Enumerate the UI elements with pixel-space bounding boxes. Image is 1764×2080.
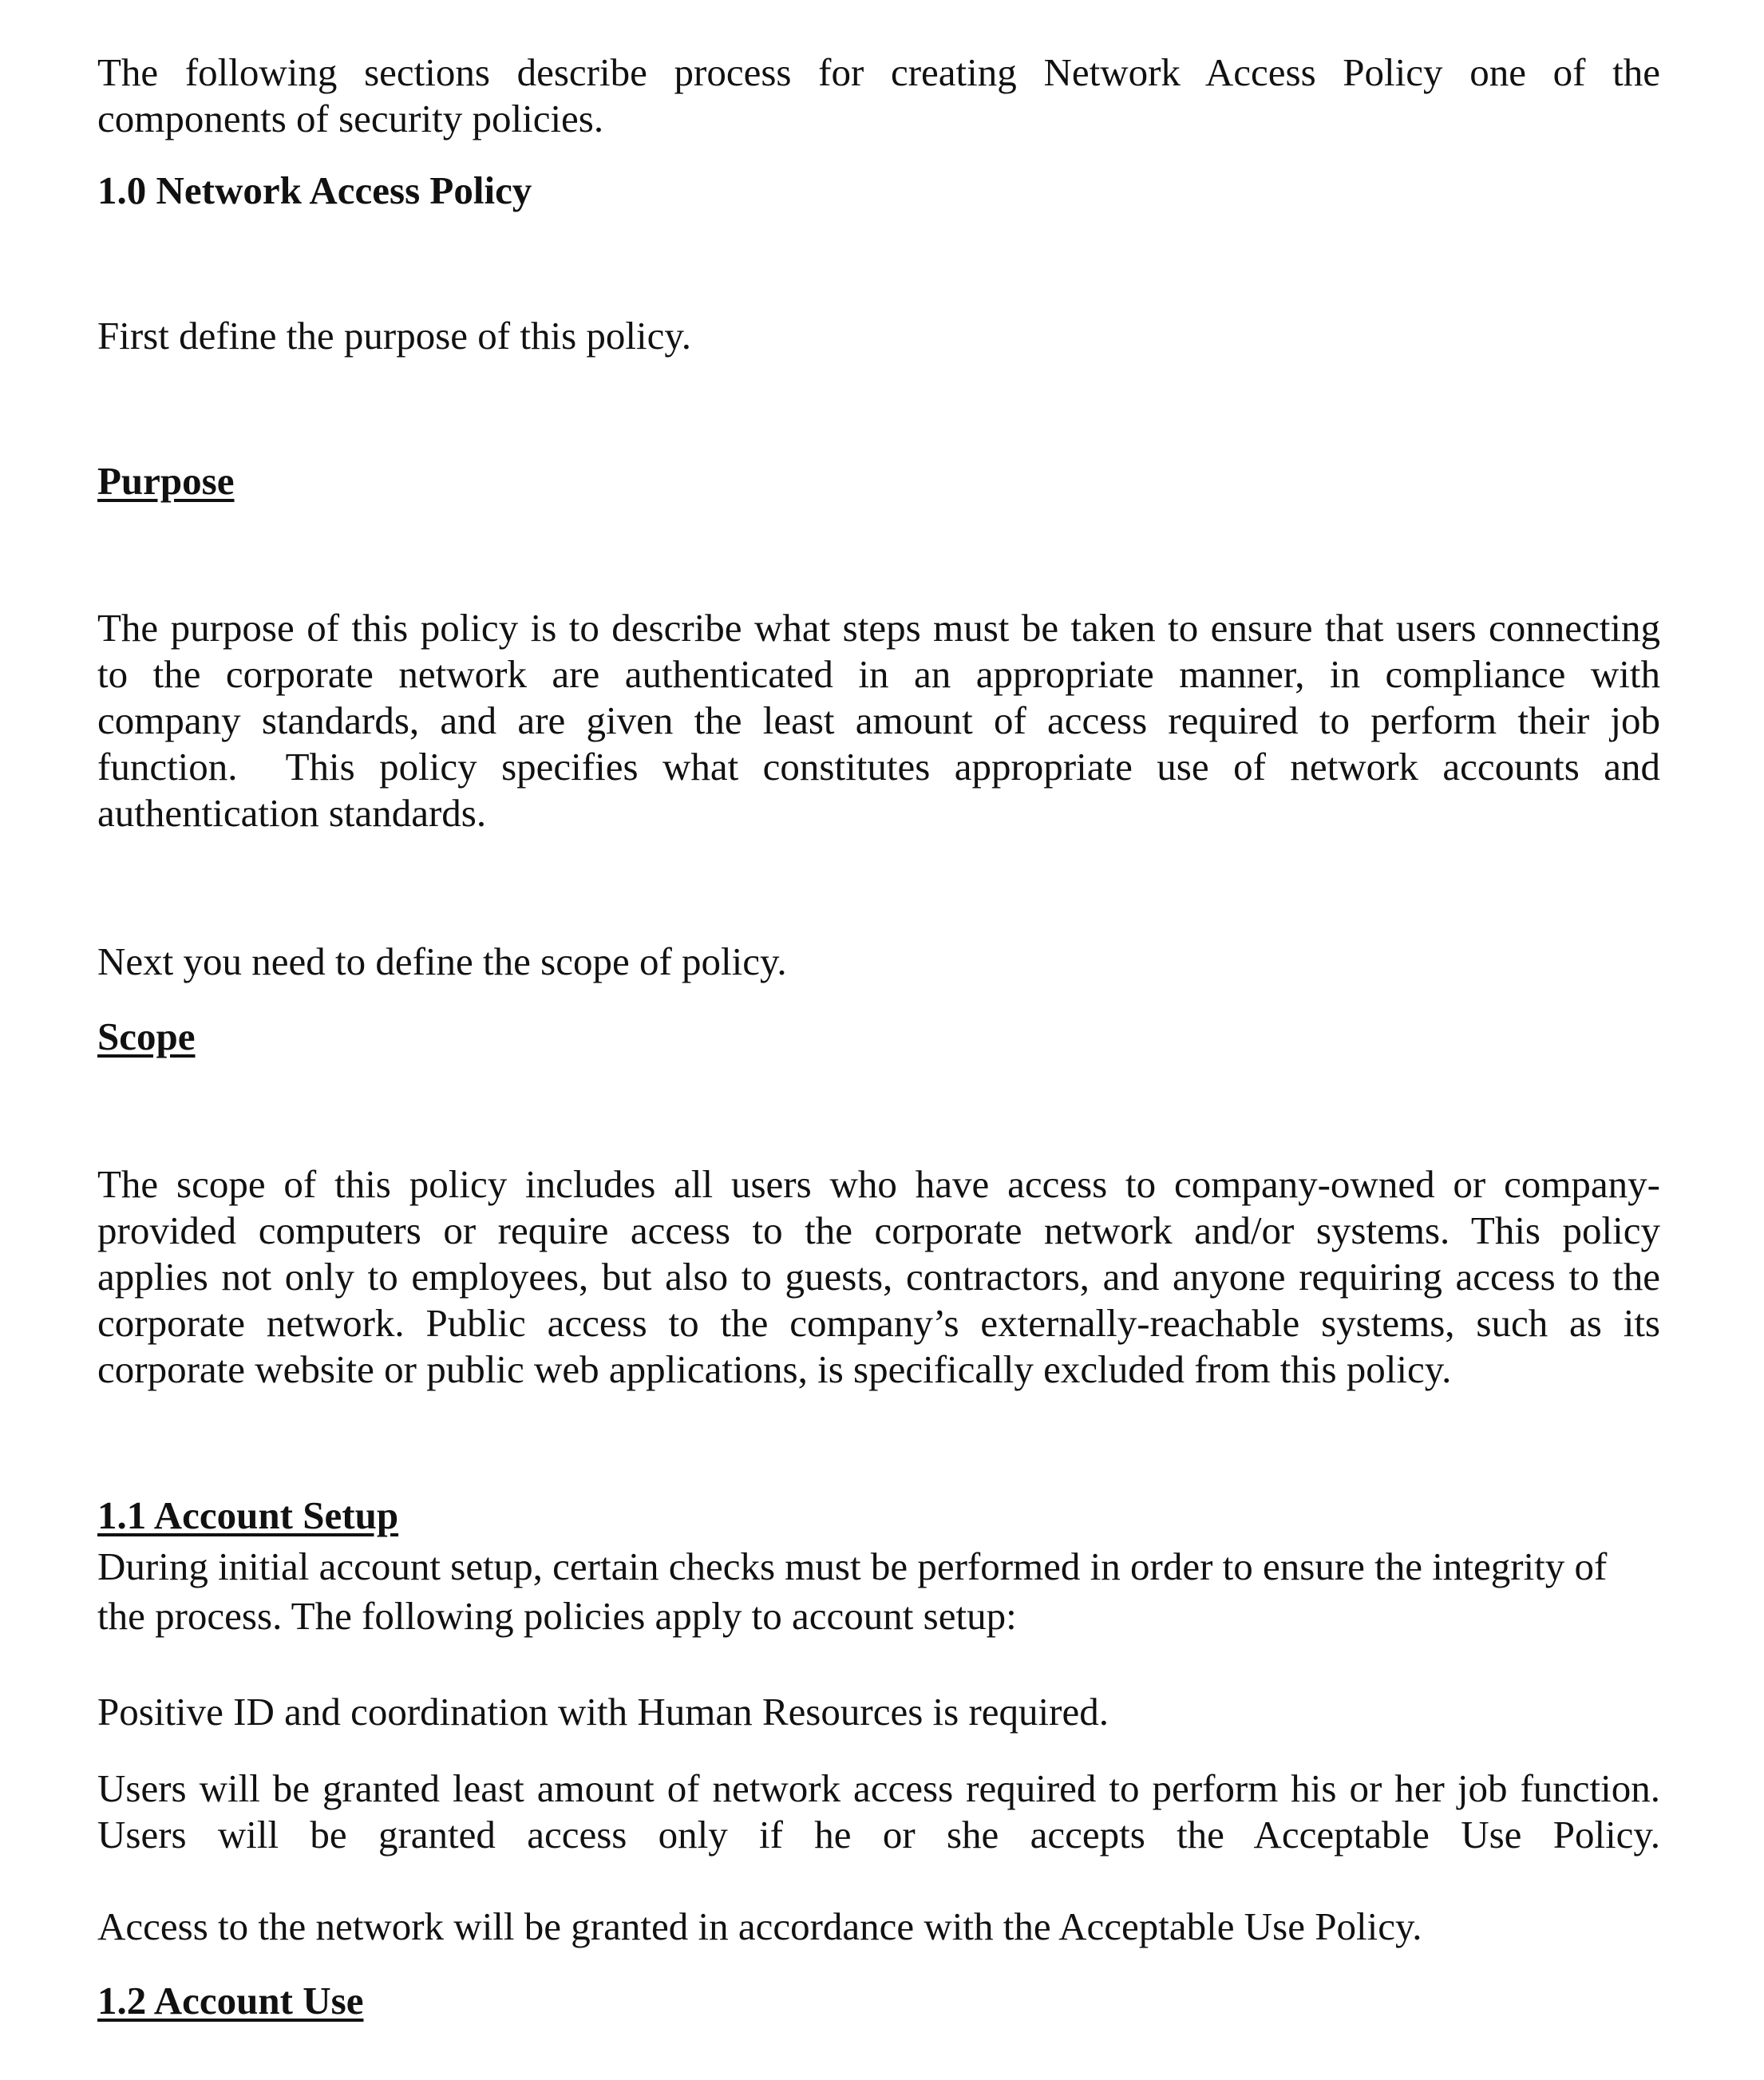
account-setup-line: the process. The following policies apply to account setup: (97, 1594, 1017, 1638)
policy-least-access-paragraph (97, 1766, 1660, 1858)
scope-line: applies not only to employees, but also to guests, contractors, and anyone requiring access to the (97, 1255, 1660, 1299)
scope-heading (97, 1014, 1660, 1060)
policy-positive-id: Positive ID and coordination with Human Resources is required. (97, 1690, 1109, 1734)
purpose-line: The purpose of this policy is to describe what steps must be taken to ensure that users connecting (97, 606, 1660, 650)
account-setup-heading-text: 1.1 Account Setup (97, 1493, 399, 1537)
scope-line: The scope of this policy includes all users who have access to company-owned or company- (97, 1162, 1660, 1206)
policy-access-aup: Access to the network will be granted in accordance with the Acceptable Use Policy. (97, 1904, 1422, 1948)
account-setup-line: During initial account setup, certain checks must be performed in order to ensure the integrity of (97, 1544, 1608, 1588)
account-setup-heading (97, 1493, 1660, 1539)
scope-intro: Next you need to define the scope of policy. (97, 939, 787, 983)
purpose-heading (97, 458, 1660, 504)
purpose-paragraph (97, 605, 1660, 836)
intro-paragraph (97, 49, 1660, 142)
intro-line: components of security policies. (97, 97, 604, 140)
scope-heading-text: Scope (97, 1014, 196, 1058)
scope-line: corporate website or public web applications, is specifically excluded from this policy. (97, 1347, 1452, 1391)
purpose-line: function. This policy specifies what constitutes appropriate use of network accounts and (97, 745, 1660, 789)
policy-least-access-line: Users will be granted access only if he or she accepts the Acceptable Use Policy. (97, 1813, 1660, 1857)
purpose-line: company standards, and are given the least amount of access required to perform their job (97, 698, 1660, 742)
intro-line: The following sections describe process for creating Network Access Policy one of the (97, 50, 1660, 94)
purpose-intro: First define the purpose of this policy. (97, 314, 691, 358)
purpose-line: authentication standards. (97, 791, 487, 835)
scope-line: provided computers or require access to the corporate network and/or systems. This policy (97, 1208, 1660, 1252)
account-use-heading-text: 1.2 Account Use (97, 1979, 364, 2023)
section-heading-network-access-policy: 1.0 Network Access Policy (97, 168, 532, 212)
purpose-heading-text: Purpose (97, 459, 235, 503)
policy-least-access-line: Users will be granted least amount of network access required to perform his or her job function. (97, 1766, 1660, 1810)
scope-paragraph (97, 1161, 1660, 1393)
account-setup-paragraph (97, 1542, 1660, 1641)
purpose-line: to the corporate network are authenticated in an appropriate manner, in compliance with (97, 652, 1660, 696)
account-use-heading (97, 1978, 1660, 2024)
scope-line: corporate network. Public access to the company’s externally-reachable systems, such as its (97, 1301, 1660, 1345)
